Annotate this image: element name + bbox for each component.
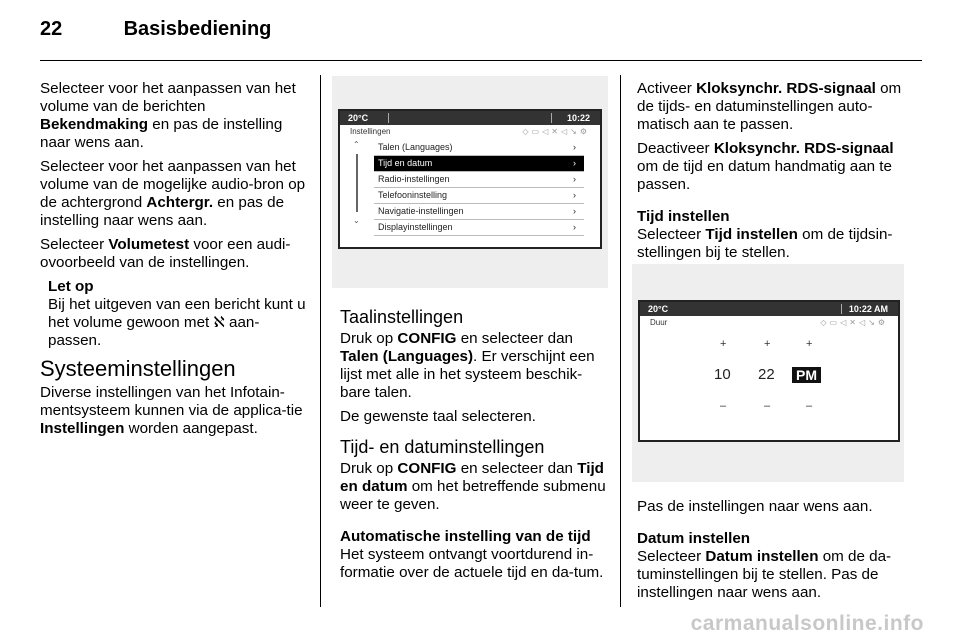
column-1: [40, 80, 308, 444]
menu-item-label: Radio-instellingen: [378, 174, 450, 184]
column-3: [637, 80, 905, 268]
note: [40, 278, 308, 350]
note-title: Let op: [48, 278, 94, 295]
column-2: [340, 306, 608, 588]
menu-item[interactable]: [374, 140, 584, 156]
hour-value: 10: [714, 366, 731, 383]
menu-item[interactable]: [374, 156, 584, 172]
chevron-right-icon: ›: [573, 158, 576, 168]
column-3-lower: [637, 498, 905, 608]
menu-item-label: Telefooninstelling: [378, 190, 448, 200]
figure-settings-menu: [332, 76, 608, 288]
paragraph: Deactiveer Kloksynchr. RDS-signaal om de tijd en datum handmatig aan te passen.: [637, 140, 894, 193]
screen-title: Duur ◇▭◁✕◁↘⚙: [650, 318, 888, 327]
paragraph: Activeer Kloksynchr. RDS-signaal om de tijds- en datuminstellingen auto-matisch aan te passen.: [637, 80, 902, 133]
paragraph: De gewenste taal selecteren.: [340, 408, 536, 425]
subsection-heading: Datum instellen: [637, 530, 751, 547]
chevron-down-icon: ⌄: [353, 216, 360, 225]
menu-item-label: Navigatie-instellingen: [378, 206, 464, 216]
paragraph: Selecteer Tijd instellen om de tijdsin-stellingen bij te stellen.: [637, 226, 893, 261]
status-bar: 20°C 10:22 AM: [640, 302, 898, 316]
menu-item[interactable]: [374, 220, 584, 236]
menu-item[interactable]: [374, 172, 584, 188]
settings-menu: [374, 140, 584, 236]
status-bar: 20°C 10:22: [340, 111, 600, 125]
page-number: 22: [40, 18, 63, 40]
note-text: Bij het uitgeven van een bericht kunt u het volume gewoon met ℵ aan-passen.: [48, 296, 306, 349]
paragraph: Selecteer Volumetest voor een audi-ovoorbeeld van de instellingen.: [40, 236, 291, 271]
subsection-heading: Automatische instelling van de tijd: [340, 528, 591, 545]
paragraph: Druk op CONFIG en selecteer dan Talen (Languages). Er verschijnt een lijst met alle in het systeem beschik-bare talen.: [340, 330, 595, 401]
chevron-up-icon: ⌃: [353, 140, 360, 149]
minute-plus-button[interactable]: +: [764, 338, 771, 350]
status-icons: ◇▭◁✕◁↘⚙: [522, 127, 590, 136]
figure-time-setting: [632, 264, 904, 482]
menu-item-label: Displayinstellingen: [378, 222, 453, 232]
minute-value: 22: [758, 366, 775, 383]
chevron-right-icon: ›: [573, 142, 576, 152]
header-rule: [40, 60, 922, 61]
screen-settings: [338, 109, 602, 249]
chevron-right-icon: ›: [573, 174, 576, 184]
minute-minus-button[interactable]: –: [764, 400, 771, 412]
paragraph: Diverse instellingen van het Infotain-mentsysteem kunnen via de applica-tie Instellingen worden aangepast.: [40, 384, 303, 437]
section-heading: Tijd- en datuminstellingen: [340, 437, 545, 457]
menu-item-label: Tijd en datum: [378, 158, 433, 168]
section-heading: Taalinstellingen: [340, 307, 464, 327]
hour-minus-button[interactable]: –: [720, 400, 727, 412]
screen-title: Instellingen ◇▭◁✕◁↘⚙: [350, 127, 590, 136]
status-icons: ◇▭◁✕◁↘⚙: [820, 318, 888, 327]
watermark: carmanualsonline.info: [690, 612, 924, 635]
page-title: Basisbediening: [123, 18, 272, 40]
paragraph: Selecteer voor het aanpassen van het volume van de mogelijke audio-bron op de achtergrond Achtergr. en pas de instelling naar wens aan.: [40, 158, 306, 229]
hour-plus-button[interactable]: +: [720, 338, 727, 350]
section-heading: Systeeminstellingen: [40, 356, 236, 381]
paragraph: Selecteer Datum instellen om de da-tuminstellingen bij te stellen. Pas de instellingen naar wens aan.: [637, 548, 892, 601]
chevron-right-icon: ›: [573, 222, 576, 232]
ampm-value: PM: [792, 367, 821, 383]
column-divider-1: [320, 75, 321, 607]
chevron-right-icon: ›: [573, 190, 576, 200]
menu-item[interactable]: [374, 204, 584, 220]
menu-item[interactable]: [374, 188, 584, 204]
ampm-plus-button[interactable]: +: [806, 338, 813, 350]
chevron-right-icon: ›: [573, 206, 576, 216]
paragraph: Selecteer voor het aanpassen van het volume van de berichten Bekendmaking en pas de instelling naar wens aan.: [40, 80, 296, 151]
paragraph: Druk op CONFIG en selecteer dan Tijd en datum om het betreffende submenu weer te geven.: [340, 460, 606, 513]
subsection-heading: Tijd instellen: [637, 208, 730, 225]
column-divider-2: [620, 75, 621, 607]
page-header: [40, 18, 271, 41]
paragraph: Het systeem ontvangt voortdurend in-formatie over de actuele tijd en da-tum.: [340, 546, 604, 581]
screen-time: [638, 300, 900, 442]
ampm-minus-button[interactable]: –: [806, 400, 813, 412]
paragraph: Pas de instellingen naar wens aan.: [637, 498, 873, 515]
menu-item-label: Talen (Languages): [378, 142, 453, 152]
scrollbar: [352, 140, 362, 230]
